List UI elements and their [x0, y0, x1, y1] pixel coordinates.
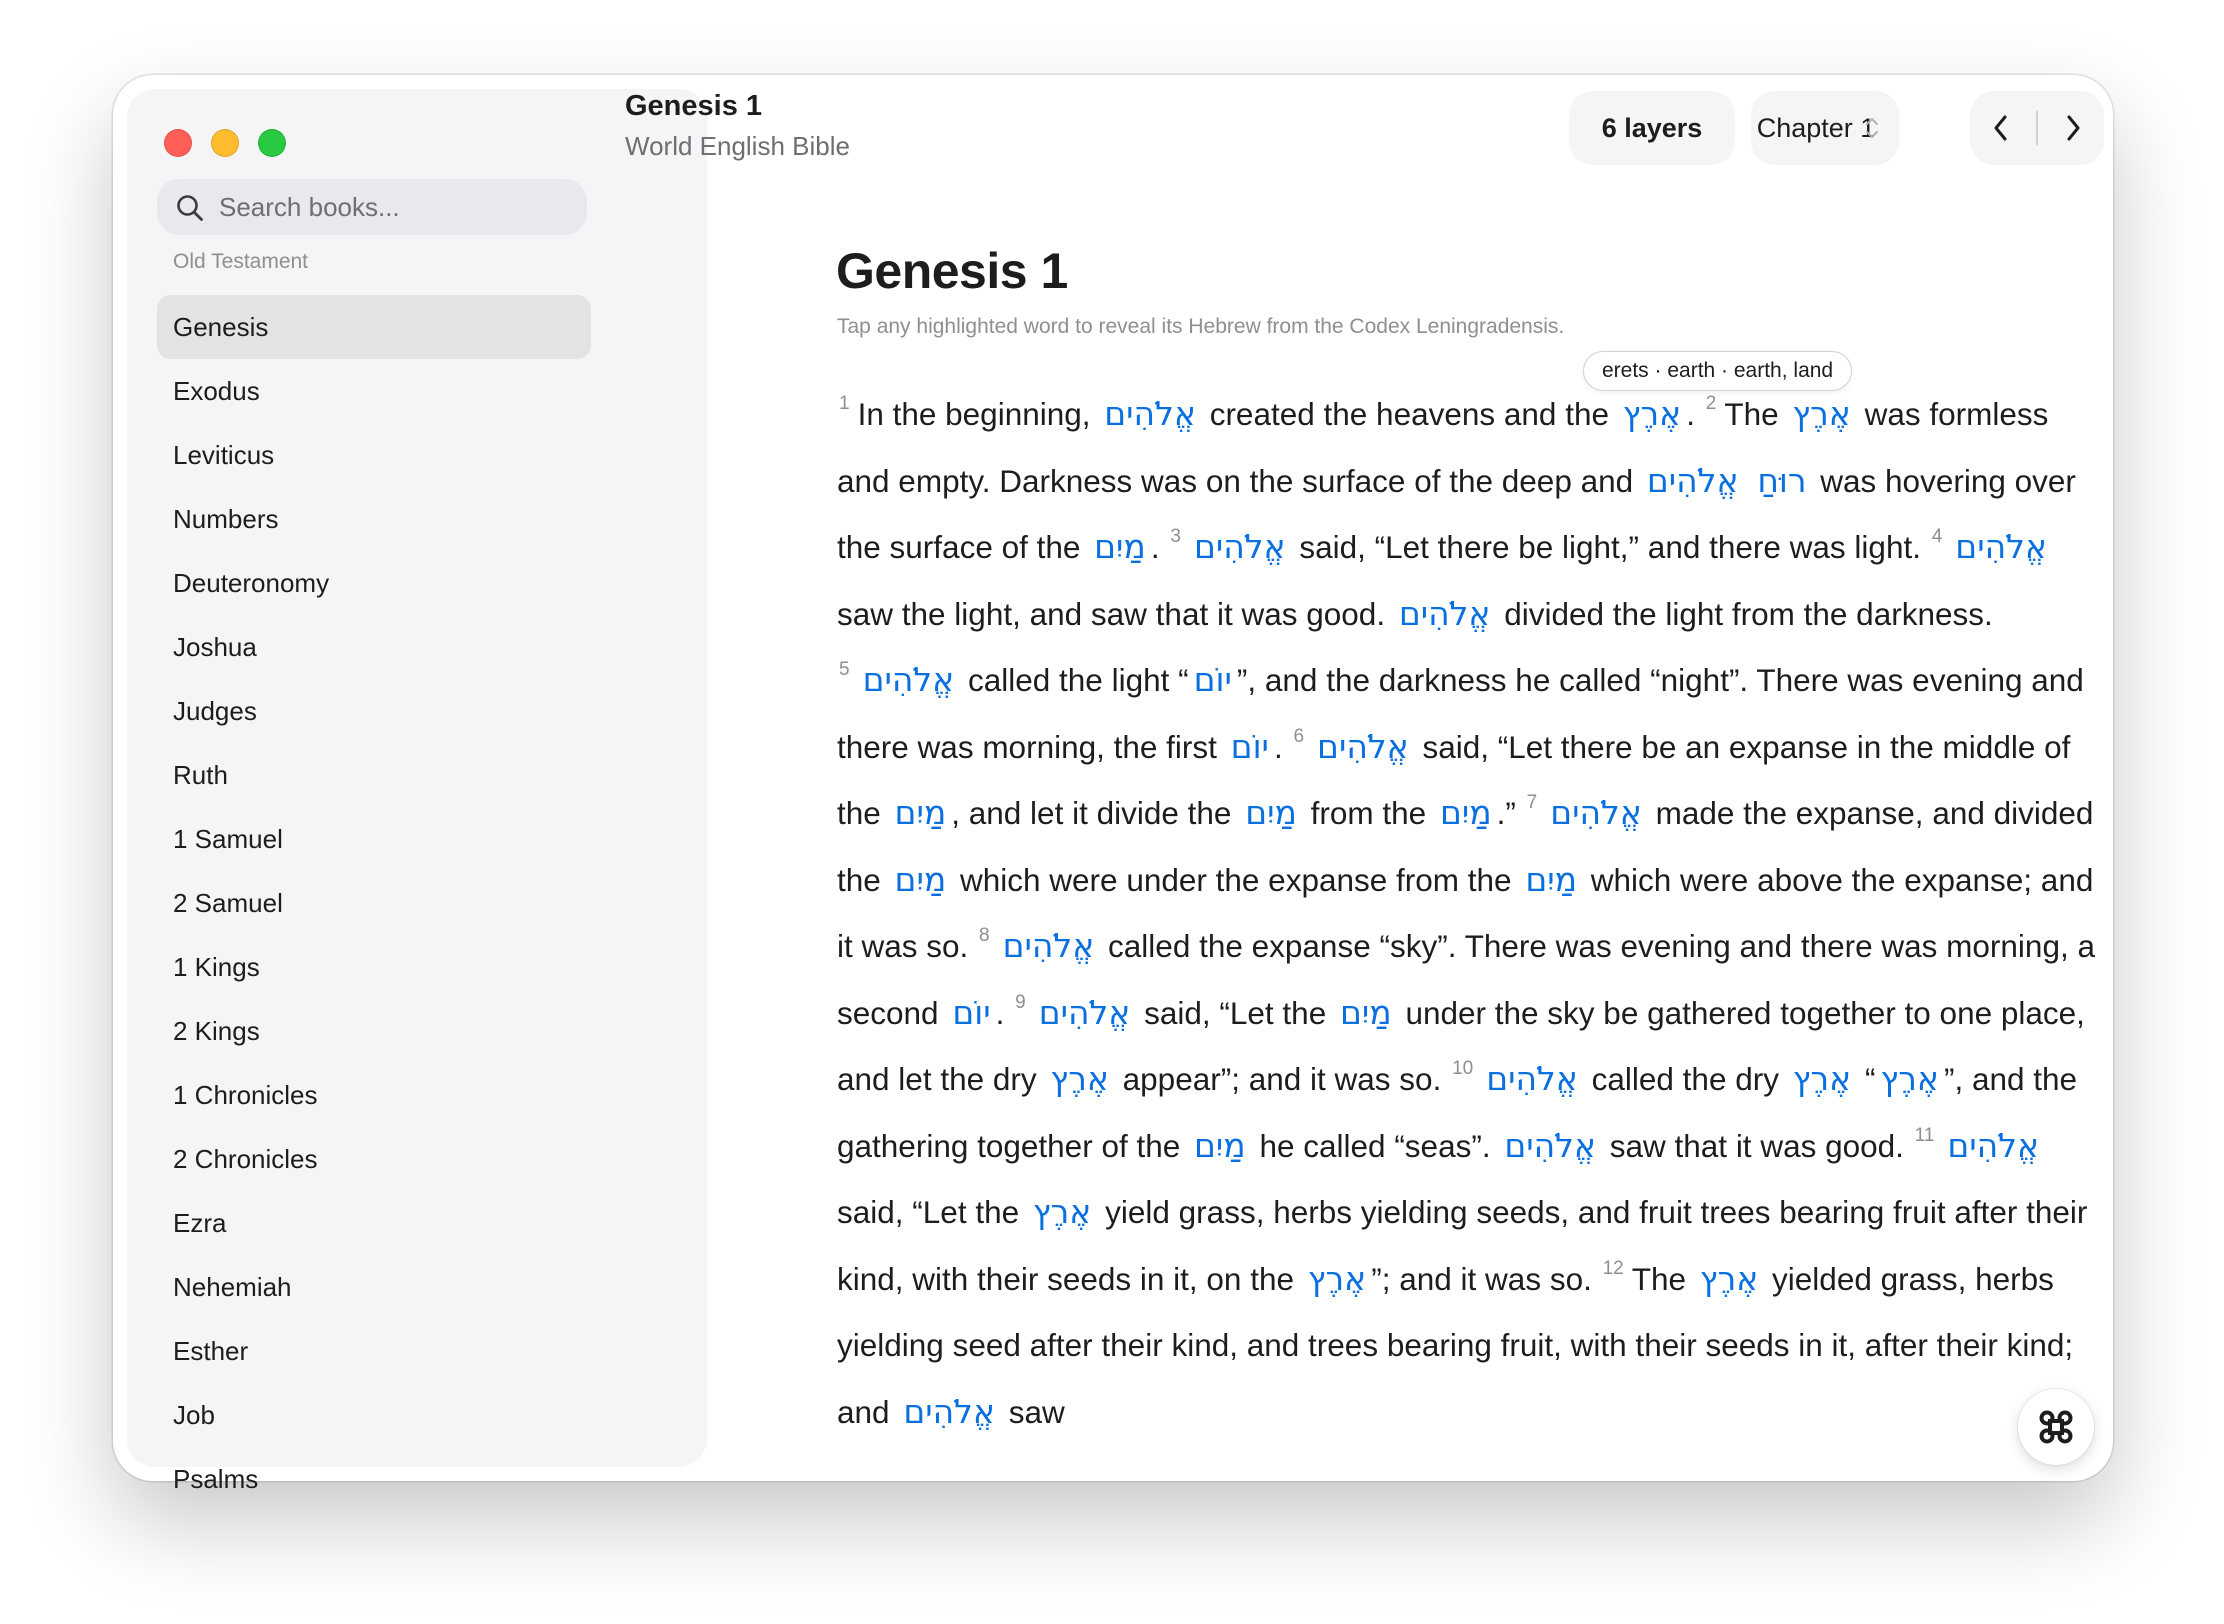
- passage-fragment: ”, and the gathering together of the: [837, 1061, 2078, 1164]
- hebrew-word[interactable]: מַיִם: [1194, 1125, 1246, 1165]
- sidebar-item-job[interactable]: Job: [173, 1400, 215, 1430]
- passage-fragment: from the: [1301, 795, 1435, 831]
- hebrew-word[interactable]: אֱלֹהִים: [1038, 992, 1131, 1032]
- chapter-select[interactable]: [1751, 91, 1899, 165]
- sidebar-item-judges[interactable]: Judges: [173, 696, 257, 726]
- passage-fragment: , and let it divide the: [951, 795, 1241, 831]
- command-icon: [2037, 1408, 2075, 1446]
- sidebar-item-2-chronicles[interactable]: 2 Chronicles: [173, 1144, 318, 1174]
- translation-name: World English Bible: [625, 131, 850, 161]
- layers-label: 6 layers: [1601, 112, 1703, 143]
- hebrew-word[interactable]: מַיִם: [1245, 793, 1297, 832]
- passage-fragment: which were above the expanse; and it was so.: [837, 861, 2094, 964]
- sidebar-item-esther[interactable]: Esther: [173, 1336, 249, 1366]
- verse-number: 8: [979, 925, 990, 946]
- hebrew-word[interactable]: אֶרֶץ: [1307, 1258, 1367, 1298]
- hebrew-word[interactable]: אֶרֶץ: [1032, 1192, 1092, 1231]
- book-list: [157, 295, 591, 1511]
- sidebar-item-ezra[interactable]: Ezra: [173, 1208, 227, 1238]
- chapter-navigation: [1970, 91, 2104, 165]
- chevron-left-icon: [1991, 112, 2011, 144]
- hebrew-word[interactable]: מַיִם: [1339, 992, 1392, 1032]
- hebrew-word[interactable]: מַיִם: [894, 793, 947, 832]
- passage-fragment: .”: [1496, 795, 1525, 831]
- passage-fragment: The: [1631, 1260, 1695, 1297]
- sidebar: [127, 89, 707, 1494]
- verse-number: 2: [1705, 393, 1717, 414]
- passage-fragment: was hovering over the surface of the: [837, 462, 2076, 565]
- search-icon: [175, 193, 205, 223]
- passage-fragment: which were under the expanse from the: [951, 861, 1521, 898]
- passage-fragment: saw the light, and saw that it was good.: [837, 595, 1394, 632]
- hebrew-word[interactable]: יוֹם: [1230, 726, 1269, 766]
- section-label-old-testament: Old Testament: [173, 250, 309, 273]
- hebrew-word[interactable]: אֶרֶץ: [1050, 1059, 1109, 1098]
- sidebar-item-1-kings[interactable]: 1 Kings: [173, 952, 260, 982]
- passage-fragment: “: [1856, 1061, 1876, 1097]
- sidebar-item-1-chronicles[interactable]: 1 Chronicles: [173, 1080, 318, 1110]
- hebrew-word[interactable]: אֱלֹהִים: [1550, 793, 1642, 832]
- layers-button[interactable]: [1569, 91, 1735, 165]
- sidebar-item-numbers[interactable]: Numbers: [173, 504, 279, 534]
- sidebar-item-deuteronomy[interactable]: Deuteronomy: [173, 568, 330, 598]
- verse-number: 7: [1526, 792, 1538, 813]
- hebrew-word[interactable]: אֱלֹהִים: [1104, 394, 1196, 433]
- hebrew-word[interactable]: אֱלֹהִים: [1193, 527, 1286, 566]
- chapter-label: Chapter 1: [1756, 112, 1876, 143]
- passage-fragment: he called “seas”.: [1250, 1127, 1500, 1164]
- document-title: Genesis 1: [625, 90, 763, 122]
- hebrew-word[interactable]: אֱלֹהִים: [1947, 1125, 2040, 1165]
- sidebar-item-genesis[interactable]: Genesis: [157, 295, 591, 359]
- hebrew-word[interactable]: אֱלֹהִים: [1486, 1059, 1578, 1098]
- chapter-heading: Genesis 1: [836, 243, 1068, 299]
- passage-fragment: was formless and empty. Darkness was on the surface of the deep and: [837, 396, 2049, 499]
- passage-fragment: called the light “: [959, 662, 1189, 698]
- passage-fragment: called the expanse “sky”. There was evening and there was morning, a second: [837, 928, 2095, 1031]
- passage-fragment: said, “Let the: [1135, 994, 1335, 1031]
- instruction-hint: Tap any highlighted word to reveal its Hebrew from the Codex Leningradensis.: [837, 315, 1565, 338]
- passage-fragment: made the expanse, and divided the: [837, 795, 2094, 898]
- minimize-window-button[interactable]: [211, 129, 239, 157]
- chevron-up-down-icon: [1863, 113, 1881, 143]
- hebrew-word[interactable]: מַיִם: [894, 859, 947, 899]
- hebrew-word[interactable]: אֱלֹהִים: [1398, 593, 1491, 633]
- passage-fragment: said, “Let there be an expanse in the middle of the: [837, 728, 2071, 831]
- word-tooltip: erets · earth · earth, land: [1583, 351, 1852, 391]
- search-input[interactable]: [219, 179, 569, 235]
- verse-number: 5: [839, 659, 850, 680]
- sidebar-item-2-kings[interactable]: 2 Kings: [173, 1016, 260, 1046]
- passage-fragment: said, “Let there be light,” and there was light.: [1290, 529, 1930, 565]
- hebrew-word[interactable]: אֶרֶץ: [1792, 1059, 1852, 1098]
- chevron-right-icon: [2063, 112, 2083, 144]
- passage-fragment: appear”; and it was so.: [1113, 1061, 1451, 1097]
- previous-chapter-button[interactable]: [1976, 98, 2026, 158]
- passage-fragment: saw: [999, 1393, 1065, 1430]
- passage-fragment: said, “Let the: [837, 1194, 1028, 1230]
- verse-number: 1: [839, 393, 850, 414]
- hebrew-word[interactable]: אֱלֹהִים: [1317, 726, 1409, 766]
- sidebar-item-nehemiah[interactable]: Nehemiah: [173, 1272, 292, 1302]
- verse-number: 10: [1452, 1058, 1474, 1079]
- verse-number: 12: [1602, 1257, 1624, 1279]
- passage-fragment: created the heavens and the: [1200, 396, 1618, 432]
- sidebar-item-1-samuel[interactable]: 1 Samuel: [173, 824, 283, 854]
- passage-fragment: .: [1273, 728, 1292, 765]
- sidebar-item-psalms[interactable]: Psalms: [173, 1464, 259, 1494]
- sidebar-item-joshua[interactable]: Joshua: [173, 632, 257, 662]
- hebrew-word[interactable]: אֶרֶץ: [1699, 1258, 1759, 1298]
- passage-fragment: divided the light from the darkness.: [1495, 595, 1993, 632]
- hebrew-word[interactable]: מַיִם: [1439, 793, 1492, 832]
- command-button[interactable]: [2018, 1389, 2094, 1465]
- passage-fragment: ”; and it was so.: [1371, 1260, 1601, 1297]
- zoom-window-button[interactable]: [258, 129, 286, 157]
- verse-number: 9: [1015, 991, 1026, 1013]
- sidebar-item-leviticus[interactable]: Leviticus: [173, 440, 275, 470]
- passage-fragment: .: [995, 994, 1014, 1031]
- hebrew-word[interactable]: אֱלֹהִים: [903, 1391, 995, 1431]
- hebrew-word[interactable]: רוּחַ: [1757, 460, 1807, 500]
- passage-fragment: .: [1686, 396, 1704, 432]
- hebrew-word[interactable]: יוֹם: [952, 992, 991, 1032]
- hebrew-word[interactable]: אֱלֹהִים: [862, 660, 955, 699]
- passage-fragment: The: [1724, 396, 1788, 432]
- passage-fragment: saw that it was good.: [1601, 1127, 1913, 1164]
- next-chapter-button[interactable]: [2048, 98, 2098, 158]
- passage-fragment: ”, and the darkness he called “night”. There was evening and there was morning, the first: [837, 662, 2084, 765]
- reading-pane: [725, 215, 2113, 1481]
- hebrew-word[interactable]: יוֹם: [1193, 660, 1232, 699]
- passage-fragment: yield grass, herbs yielding seeds, and fruit trees bearing fruit after their kind, with their seeds in it, on the: [837, 1194, 2088, 1297]
- search-box[interactable]: [157, 179, 587, 235]
- passage-text: [837, 381, 2107, 1445]
- passage-fragment: [1744, 463, 1753, 499]
- sidebar-item-ruth[interactable]: Ruth: [173, 760, 228, 790]
- verse-number: 4: [1931, 526, 1943, 547]
- hebrew-word[interactable]: אֱלֹהִים: [1955, 527, 2047, 566]
- hebrew-word[interactable]: אֶרֶץ: [1792, 394, 1851, 433]
- verse-number: 11: [1914, 1124, 1935, 1146]
- verse-number: 6: [1293, 725, 1305, 747]
- hebrew-word[interactable]: מַיִם: [1525, 859, 1578, 899]
- sidebar-item-2-samuel[interactable]: 2 Samuel: [173, 888, 283, 918]
- sidebar-item-exodus[interactable]: Exodus: [173, 376, 260, 406]
- hebrew-word[interactable]: אֱלֹהִים: [1646, 460, 1739, 500]
- close-window-button[interactable]: [164, 129, 192, 157]
- passage-fragment: In the beginning,: [857, 396, 1100, 432]
- app-window: [113, 75, 2113, 1494]
- hebrew-word[interactable]: אֱלֹהִים: [1002, 926, 1095, 965]
- passage-fragment: called the dry: [1582, 1061, 1788, 1097]
- nav-divider: [2036, 111, 2038, 145]
- passage-fragment: yielded grass, herbs yielding seed after their kind, and trees bearing fruit, with their seeds in it, after their kind; and: [837, 1260, 2074, 1430]
- window-controls: [164, 129, 286, 157]
- verse-number: 3: [1170, 526, 1181, 547]
- passage-fragment: .: [1150, 529, 1169, 565]
- hebrew-word[interactable]: מַיִם: [1094, 527, 1146, 566]
- passage-fragment: under the sky be gathered together to one place, and let the dry: [837, 994, 2085, 1097]
- hebrew-word[interactable]: אֱלֹהִים: [1504, 1125, 1596, 1165]
- hebrew-word[interactable]: אֶרֶץ: [1880, 1059, 1939, 1098]
- hebrew-word[interactable]: אֶרֶץ: [1622, 394, 1682, 433]
